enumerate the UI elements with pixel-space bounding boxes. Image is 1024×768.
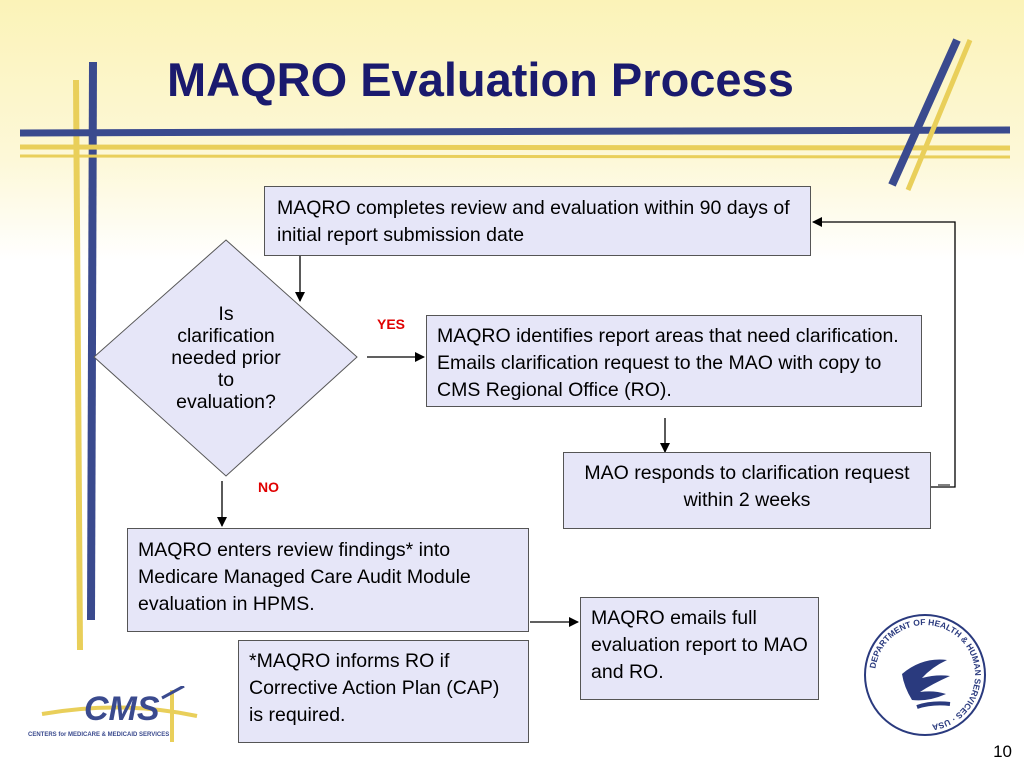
slide-title: MAQRO Evaluation Process	[167, 53, 794, 106]
no-label: NO	[258, 479, 279, 495]
decision-label: Is clarification needed prior to evaluation?	[171, 303, 281, 413]
yes-label: YES	[377, 316, 406, 332]
cms-logo-subtitle: CENTERS for MEDICARE & MEDICAID SERVICES	[28, 732, 170, 738]
enter-findings-box: MAQRO enters review findings* into Medicare Managed Care Audit Module evaluation in HPMS.	[127, 528, 529, 632]
hhs-seal	[862, 612, 988, 738]
page-number: 10	[993, 742, 1012, 761]
email-report-box: MAQRO emails full evaluation report to MAO and RO.	[580, 597, 819, 700]
seal-text: DEPARTMENT OF HEALTH & HUMAN SERVICES · USA	[867, 616, 984, 733]
review-box: MAQRO completes review and evaluation within 90 days of initial report submission date	[264, 186, 811, 256]
cms-logo-text: CMS	[84, 690, 160, 728]
respond-box: MAO responds to clarification request within 2 weeks	[563, 452, 931, 529]
cap-note-box: *MAQRO informs RO if Corrective Action Plan (CAP) is required.	[238, 640, 529, 743]
cms-logo	[22, 686, 202, 746]
identify-box: MAQRO identifies report areas that need clarification. Emails clarification request to the MAO with copy to CMS Regional Office (RO).	[426, 315, 922, 407]
